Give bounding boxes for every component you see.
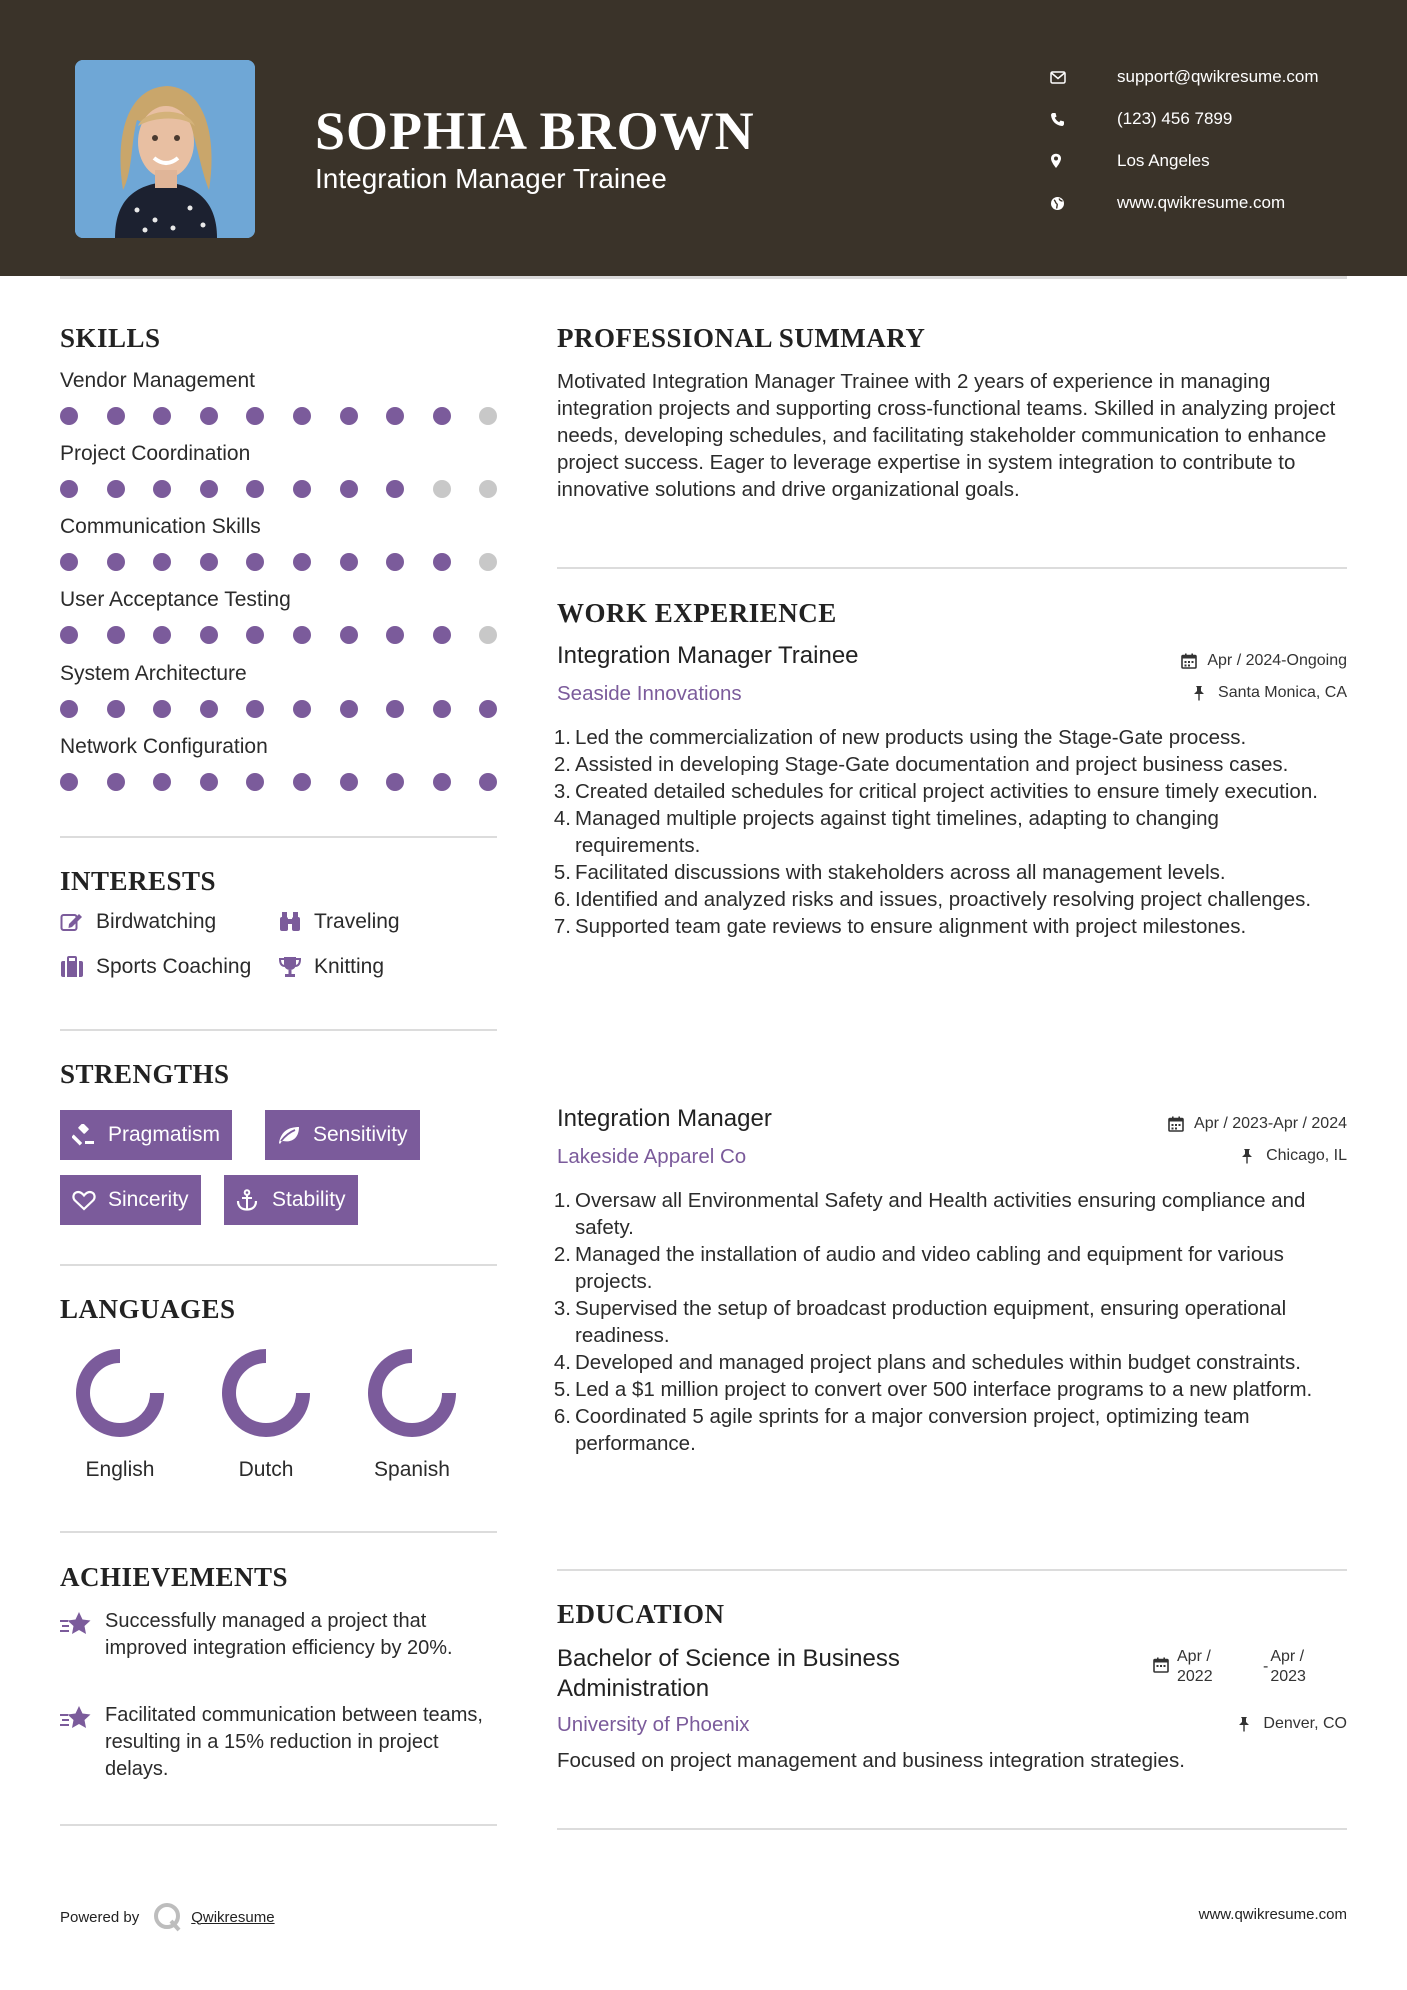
skill-item — [60, 369, 500, 425]
skill-rating — [60, 700, 500, 718]
education-description: Focused on project management and business integration strategies. — [557, 1749, 1185, 1772]
envelope-icon — [1050, 67, 1080, 87]
job-company: Lakeside Apparel Co — [557, 1145, 747, 1168]
strength-tag — [265, 1110, 420, 1160]
phone-icon — [1050, 109, 1080, 129]
education-date — [1153, 1647, 1318, 1687]
job-location-text: Santa Monica, CA — [1218, 684, 1347, 701]
interest-label: Sports Coaching — [96, 955, 252, 978]
strengths-heading: STRENGTHS — [60, 1059, 230, 1089]
responsibility-text: Supervised the setup of broadcast production equipment, ensuring operational readiness. — [575, 1297, 1287, 1347]
skill-item — [60, 588, 500, 644]
responsibility-text: Led the commercialization of new products using the Stage-Gate process. — [575, 726, 1247, 749]
achievement-item — [60, 1702, 500, 1783]
rating-dot-filled — [60, 773, 78, 791]
interest-label: Knitting — [314, 955, 385, 978]
rating-dot-filled — [153, 773, 171, 791]
job-date-text: Apr / 2024-Ongoing — [1207, 652, 1347, 669]
job-date — [1181, 652, 1347, 670]
proficiency-arc — [229, 1356, 303, 1430]
responsibility-text: Created detailed schedules for critical project activities to ensure timely execution. — [575, 780, 1318, 803]
proficiency-arc — [83, 1356, 157, 1430]
contact-list — [1050, 56, 1380, 224]
pushpin-icon — [1192, 684, 1212, 702]
candidate-name: SOPHIA BROWN — [315, 101, 755, 161]
achievements-heading: ACHIEVEMENTS — [60, 1562, 289, 1592]
rating-dot-filled — [479, 773, 497, 791]
rating-dot-filled — [246, 480, 264, 498]
language-proficiency-ring — [365, 1346, 459, 1440]
languages-heading: LANGUAGES — [60, 1294, 236, 1324]
job-date-text: Apr / 2023-Apr / 2024 — [1194, 1115, 1347, 1132]
rating-dot-filled — [107, 700, 125, 718]
rating-dot-filled — [200, 553, 218, 571]
contact-phone-text: (123) 456 7899 — [1117, 109, 1233, 128]
rating-dot-filled — [60, 626, 78, 644]
rating-dot-filled — [107, 773, 125, 791]
section-divider — [557, 567, 1347, 569]
resume-header — [0, 0, 1407, 276]
list-item: 3. Created detailed schedules for critical project activities to ensure timely execution. — [553, 780, 1318, 803]
strength-tag — [60, 1175, 201, 1225]
job-responsibilities — [553, 724, 1347, 940]
interest-item — [60, 955, 251, 979]
rating-dot-filled — [340, 480, 358, 498]
star-icon — [60, 1610, 96, 1662]
rating-dot-filled — [293, 700, 311, 718]
powered-by-label: Powered by — [60, 1908, 140, 1926]
rating-dot-filled — [200, 700, 218, 718]
rating-dot-filled — [340, 407, 358, 425]
globe-icon — [1050, 193, 1080, 213]
skill-rating — [60, 480, 500, 498]
contact-email[interactable] — [1050, 56, 1380, 98]
rating-dot-filled — [153, 407, 171, 425]
job-title: Integration Manager — [557, 1105, 772, 1132]
pushpin-icon — [1240, 1147, 1260, 1165]
candidate-role: Integration Manager Trainee — [315, 163, 667, 194]
date-separator: - — [1263, 1658, 1269, 1675]
rating-dot-filled — [386, 700, 404, 718]
skill-name: Communication Skills — [60, 515, 261, 538]
language-item — [206, 1346, 326, 1482]
footer-website[interactable]: www.qwikresume.com — [1198, 1906, 1347, 1923]
responsibility-text: Identified and analyzed risks and issues, proactively resolving project challenges. — [575, 888, 1312, 911]
interests-heading: INTERESTS — [60, 866, 217, 896]
profile-photo — [75, 60, 255, 238]
responsibility-text: Assisted in developing Stage-Gate documentation and project business cases. — [575, 753, 1289, 776]
rating-dot-filled — [200, 626, 218, 644]
rating-dot-filled — [246, 700, 264, 718]
qwikresume-logo-icon — [153, 1902, 183, 1932]
strength-label: Sensitivity — [313, 1123, 408, 1146]
strength-label: Sincerity — [108, 1188, 189, 1211]
rating-dot-filled — [153, 700, 171, 718]
rating-dot-filled — [433, 553, 451, 571]
edit-icon — [60, 910, 86, 934]
list-item: 4. Developed and managed project plans and schedules within budget constraints. — [553, 1351, 1301, 1374]
rating-dot-filled — [386, 480, 404, 498]
leaf-icon — [277, 1123, 303, 1147]
job-location-text: Chicago, IL — [1266, 1147, 1347, 1164]
qwikresume-link[interactable]: Qwikresume — [191, 1908, 275, 1926]
rating-dot-filled — [246, 626, 264, 644]
education-location — [1237, 1715, 1347, 1733]
gavel-icon — [72, 1123, 98, 1147]
section-divider — [557, 1828, 1347, 1830]
skill-name: Project Coordination — [60, 442, 251, 465]
section-divider — [60, 1531, 497, 1533]
skill-item — [60, 662, 500, 718]
school-name: University of Phoenix — [557, 1713, 750, 1736]
rating-dot-filled — [246, 553, 264, 571]
rating-dot-filled — [107, 553, 125, 571]
skill-item — [60, 442, 500, 498]
education-location-text: Denver, CO — [1263, 1715, 1347, 1732]
list-item: 6. Identified and analyzed risks and issues, proactively resolving project challenges. — [553, 888, 1312, 911]
job-responsibilities — [553, 1187, 1347, 1457]
skill-name: Network Configuration — [60, 735, 268, 758]
skill-name: System Architecture — [60, 662, 247, 685]
rating-dot-filled — [246, 407, 264, 425]
header-divider — [60, 276, 1347, 279]
rating-dot-filled — [340, 773, 358, 791]
list-item: 3. Supervised the setup of broadcast production equipment, ensuring operational readiness. — [557, 1295, 1347, 1349]
skill-rating — [60, 773, 500, 791]
rating-dot-filled — [60, 407, 78, 425]
rating-dot-filled — [479, 700, 497, 718]
section-divider — [60, 1029, 497, 1031]
rating-dot-filled — [386, 773, 404, 791]
interest-item — [278, 910, 400, 934]
rating-dot-filled — [153, 480, 171, 498]
interest-item — [60, 910, 216, 934]
rating-dot-empty — [433, 480, 451, 498]
calendar-icon — [1181, 652, 1201, 670]
strength-tag — [224, 1175, 358, 1225]
skill-name: User Acceptance Testing — [60, 588, 291, 611]
skill-item — [60, 735, 500, 791]
rating-dot-filled — [340, 553, 358, 571]
rating-dot-filled — [293, 480, 311, 498]
rating-dot-empty — [479, 480, 497, 498]
map-pin-icon — [1050, 151, 1080, 171]
skills-heading: SKILLS — [60, 323, 161, 353]
interest-item — [278, 955, 384, 979]
trophy-icon — [278, 955, 304, 979]
rating-dot-empty — [479, 407, 497, 425]
list-item: 6. Coordinated 5 agile sprints for a major conversion project, optimizing team performance. — [557, 1403, 1347, 1457]
interest-label: Traveling — [314, 910, 400, 933]
language-item — [60, 1346, 180, 1482]
list-item: 2. Assisted in developing Stage-Gate documentation and project business cases. — [553, 753, 1289, 776]
section-divider — [60, 1264, 497, 1266]
rating-dot-filled — [107, 480, 125, 498]
rating-dot-filled — [60, 480, 78, 498]
rating-dot-filled — [293, 626, 311, 644]
rating-dot-filled — [200, 773, 218, 791]
job-title: Integration Manager Trainee — [557, 642, 859, 669]
rating-dot-filled — [433, 700, 451, 718]
responsibility-text: Oversaw all Environmental Safety and Health activities ensuring compliance and safety. — [575, 1189, 1306, 1239]
rating-dot-filled — [60, 553, 78, 571]
achievement-text: Facilitated communication between teams, resulting in a 15% reduction in project delays. — [105, 1704, 483, 1780]
rating-dot-empty — [479, 553, 497, 571]
rating-dot-filled — [60, 700, 78, 718]
skill-item — [60, 515, 500, 571]
experience-heading: WORK EXPERIENCE — [557, 598, 837, 628]
rating-dot-filled — [293, 773, 311, 791]
rating-dot-filled — [386, 553, 404, 571]
binoculars-icon — [278, 910, 304, 934]
rating-dot-filled — [107, 626, 125, 644]
list-item: 2. Managed the installation of audio and video cabling and equipment for various projects. — [557, 1241, 1347, 1295]
contact-location-text: Los Angeles — [1117, 151, 1210, 170]
rating-dot-filled — [153, 553, 171, 571]
skill-rating — [60, 407, 500, 425]
section-divider — [60, 836, 497, 838]
rating-dot-filled — [433, 773, 451, 791]
rating-dot-filled — [246, 773, 264, 791]
list-item: 7. Supported team gate reviews to ensure alignment with project milestones. — [553, 915, 1247, 938]
contact-website-text: www.qwikresume.com — [1117, 193, 1286, 212]
list-item: 5. Facilitated discussions with stakeholders across all management levels. — [553, 861, 1226, 884]
education-heading: EDUCATION — [557, 1599, 725, 1629]
responsibility-text: Coordinated 5 agile sprints for a major conversion project, optimizing team performance. — [575, 1405, 1250, 1455]
suitcase-icon — [60, 955, 86, 979]
language-proficiency-ring — [219, 1346, 313, 1440]
rating-dot-empty — [479, 626, 497, 644]
language-proficiency-ring — [73, 1346, 167, 1440]
language-item — [352, 1346, 472, 1482]
achievement-text: Successfully managed a project that improved integration efficiency by 20%. — [105, 1610, 453, 1659]
language-name: English — [85, 1458, 155, 1481]
rating-dot-filled — [200, 480, 218, 498]
section-divider — [60, 1824, 497, 1826]
strength-tag — [60, 1110, 232, 1160]
star-icon — [60, 1704, 96, 1783]
rating-dot-filled — [386, 626, 404, 644]
footer-branding — [60, 1902, 275, 1932]
list-item: 4. Managed multiple projects against tight timelines, adapting to changing requirements. — [557, 805, 1347, 859]
skill-name: Vendor Management — [60, 369, 255, 392]
summary-text: Motivated Integration Manager Trainee with 2 years of experience in managing integration projects and supporting cross-functional teams. Skilled in analyzing project needs, developing schedules, and facilitating stakeholder communication to enhance project success. Eager to leverage expertise in system integration to contribute to innovative solutions and drive organizational goals. — [557, 370, 1336, 501]
degree-title: Bachelor of Science in Business Administration — [557, 1645, 900, 1702]
strength-label: Pragmatism — [108, 1123, 221, 1146]
responsibility-text: Developed and managed project plans and schedules within budget constraints. — [575, 1351, 1301, 1374]
contact-location — [1050, 140, 1380, 182]
responsibility-text: Facilitated discussions with stakeholders across all management levels. — [575, 861, 1226, 884]
contact-website[interactable] — [1050, 182, 1380, 224]
anchor-icon — [236, 1188, 262, 1212]
rating-dot-filled — [107, 407, 125, 425]
rating-dot-filled — [433, 626, 451, 644]
skill-rating — [60, 553, 500, 571]
rating-dot-filled — [200, 407, 218, 425]
summary-heading: PROFESSIONAL SUMMARY — [557, 323, 926, 353]
rating-dot-filled — [153, 626, 171, 644]
rating-dot-filled — [433, 407, 451, 425]
contact-phone[interactable] — [1050, 98, 1380, 140]
responsibility-text: Led a $1 million project to convert over 500 interface programs to a new platform. — [575, 1378, 1313, 1401]
achievement-item — [60, 1608, 500, 1662]
calendar-icon — [1168, 1115, 1188, 1133]
list-item: 1. Oversaw all Environmental Safety and Health activities ensuring compliance and safety. — [557, 1187, 1347, 1241]
heart-icon — [72, 1188, 98, 1212]
responsibility-text: Supported team gate reviews to ensure alignment with project milestones. — [575, 915, 1247, 938]
rating-dot-filled — [340, 626, 358, 644]
education-date-end: Apr / 2023 — [1270, 1648, 1306, 1685]
pushpin-icon — [1237, 1715, 1257, 1733]
interest-label: Birdwatching — [96, 910, 217, 933]
rating-dot-filled — [340, 700, 358, 718]
education-date-start: Apr / 2022 — [1177, 1648, 1213, 1685]
proficiency-arc — [375, 1356, 449, 1430]
list-item: 5. Led a $1 million project to convert over 500 interface programs to a new platform. — [553, 1378, 1313, 1401]
responsibility-text: Managed multiple projects against tight timelines, adapting to changing requirements. — [575, 807, 1219, 857]
rating-dot-filled — [386, 407, 404, 425]
rating-dot-filled — [293, 553, 311, 571]
job-date — [1168, 1115, 1347, 1133]
job-company: Seaside Innovations — [557, 682, 742, 705]
skill-rating — [60, 626, 500, 644]
section-divider — [557, 1569, 1347, 1571]
strength-label: Stability — [272, 1188, 346, 1211]
language-name: Spanish — [374, 1458, 450, 1481]
rating-dot-filled — [293, 407, 311, 425]
job-location — [1192, 684, 1347, 702]
contact-email-text: support@qwikresume.com — [1117, 67, 1319, 86]
responsibility-text: Managed the installation of audio and video cabling and equipment for various projects. — [575, 1243, 1284, 1293]
calendar-icon — [1153, 1657, 1169, 1678]
language-name: Dutch — [238, 1458, 294, 1481]
list-item: 1. Led the commercialization of new products using the Stage-Gate process. — [553, 726, 1247, 749]
job-location — [1240, 1147, 1347, 1165]
